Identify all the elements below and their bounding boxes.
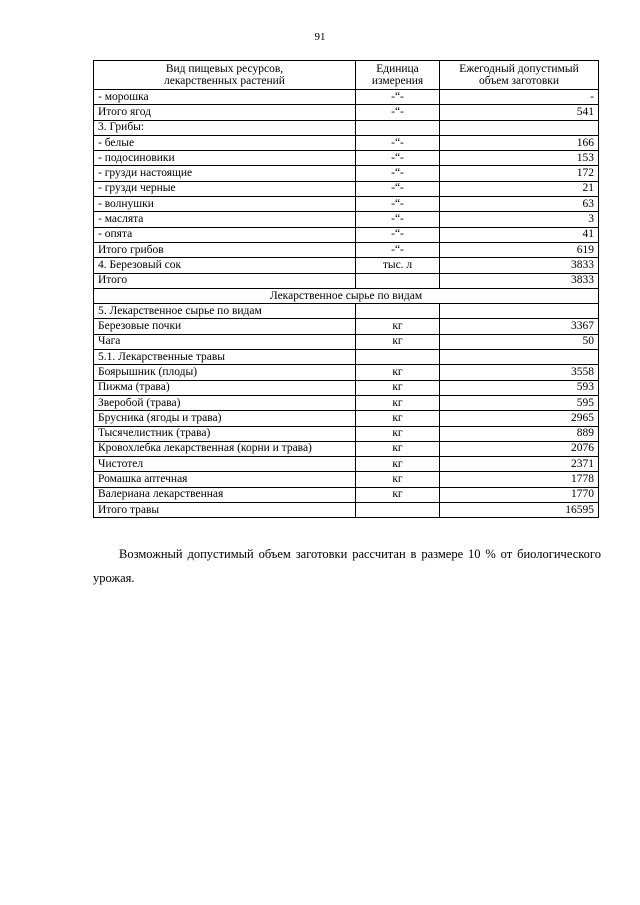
resource-name-cell: - грузди черные	[94, 181, 356, 196]
table-row	[94, 426, 599, 441]
table-row	[94, 334, 599, 349]
resource-name-cell: - грузди настоящие	[94, 166, 356, 181]
resource-name-cell: Пижма (трава)	[94, 380, 356, 395]
resource-name-cell: Итого травы	[94, 503, 356, 518]
resource-name-cell: - опята	[94, 227, 356, 242]
table-row	[94, 288, 599, 303]
header-unit-line1: Единица	[376, 63, 419, 75]
table-body	[94, 90, 599, 518]
volume-cell: 2965	[440, 411, 599, 426]
volume-cell	[440, 350, 599, 365]
unit-cell	[356, 273, 440, 288]
volume-cell: 21	[440, 181, 599, 196]
volume-cell: 2371	[440, 457, 599, 472]
resource-name-cell: Брусника (ягоды и трава)	[94, 411, 356, 426]
unit-cell: -“-	[356, 242, 440, 257]
resource-name-cell: 3. Грибы:	[94, 120, 356, 135]
table-row	[94, 503, 599, 518]
resource-name-cell: - маслята	[94, 212, 356, 227]
volume-cell: -	[440, 90, 599, 105]
resource-name-cell: Березовые почки	[94, 319, 356, 334]
table-row	[94, 457, 599, 472]
volume-cell: 889	[440, 426, 599, 441]
table-row	[94, 365, 599, 380]
table-row	[94, 135, 599, 150]
header-unit	[356, 61, 440, 90]
unit-cell: кг	[356, 426, 440, 441]
resource-name-cell: Боярышник (плоды)	[94, 365, 356, 380]
unit-cell: -“-	[356, 166, 440, 181]
volume-cell: 1770	[440, 487, 599, 502]
unit-cell: кг	[356, 380, 440, 395]
resource-name-cell: Итого ягод	[94, 105, 356, 120]
header-annual-volume-line2: объем заготовки	[479, 75, 559, 87]
resource-name-cell: Ромашка аптечная	[94, 472, 356, 487]
volume-cell: 595	[440, 395, 599, 410]
unit-cell: -“-	[356, 90, 440, 105]
volume-cell: 172	[440, 166, 599, 181]
volume-cell	[440, 304, 599, 319]
header-unit-line2: измерения	[371, 75, 424, 87]
volume-cell: 41	[440, 227, 599, 242]
table-row	[94, 350, 599, 365]
unit-cell: кг	[356, 319, 440, 334]
volume-cell: 541	[440, 105, 599, 120]
unit-cell: -“-	[356, 135, 440, 150]
table-row	[94, 166, 599, 181]
resource-name-cell: 5. Лекарственное сырье по видам	[94, 304, 356, 319]
volume-cell: 3833	[440, 273, 599, 288]
table-row	[94, 304, 599, 319]
table-row	[94, 120, 599, 135]
table-row	[94, 319, 599, 334]
table-row	[94, 242, 599, 257]
table-row	[94, 441, 599, 456]
volume-cell: 3833	[440, 258, 599, 273]
volume-cell: 63	[440, 197, 599, 212]
unit-cell: кг	[356, 365, 440, 380]
resource-name-cell: Валериана лекарственная	[94, 487, 356, 502]
resource-name-cell: - подосиновики	[94, 151, 356, 166]
header-annual-volume	[440, 61, 599, 90]
table-row	[94, 472, 599, 487]
volume-cell: 1778	[440, 472, 599, 487]
unit-cell	[356, 120, 440, 135]
table-header-row	[94, 61, 599, 90]
unit-cell: кг	[356, 334, 440, 349]
resource-name-cell: 5.1. Лекарственные травы	[94, 350, 356, 365]
table-row	[94, 227, 599, 242]
unit-cell: кг	[356, 441, 440, 456]
unit-cell: -“-	[356, 197, 440, 212]
header-annual-volume-line1: Ежегодный допустимый	[459, 63, 579, 75]
unit-cell: -“-	[356, 151, 440, 166]
table-header	[94, 61, 599, 90]
unit-cell: кг	[356, 472, 440, 487]
unit-cell: кг	[356, 411, 440, 426]
table-row	[94, 90, 599, 105]
page-number: 91	[314, 31, 326, 43]
resource-name-cell: - морошка	[94, 90, 356, 105]
resources-table	[93, 60, 599, 518]
resource-name-cell: Чага	[94, 334, 356, 349]
unit-cell: -“-	[356, 105, 440, 120]
volume-cell: 593	[440, 380, 599, 395]
unit-cell	[356, 304, 440, 319]
unit-cell: тыс. л	[356, 258, 440, 273]
unit-cell: кг	[356, 395, 440, 410]
table-row	[94, 273, 599, 288]
table-row	[94, 212, 599, 227]
resource-name-cell: Тысячелистник (трава)	[94, 426, 356, 441]
volume-cell: 166	[440, 135, 599, 150]
table-row	[94, 411, 599, 426]
resource-name-cell: Итого	[94, 273, 356, 288]
section-heading-cell: Лекарственное сырье по видам	[94, 288, 599, 303]
volume-cell	[440, 120, 599, 135]
unit-cell	[356, 350, 440, 365]
resource-name-cell: - волнушки	[94, 197, 356, 212]
resource-name-cell: Кровохлебка лекарственная (корни и трава)	[94, 441, 356, 456]
unit-cell: кг	[356, 457, 440, 472]
table-row	[94, 487, 599, 502]
resource-name-cell: - белые	[94, 135, 356, 150]
unit-cell: кг	[356, 487, 440, 502]
resource-name-cell: 4. Березовый сок	[94, 258, 356, 273]
volume-cell: 3558	[440, 365, 599, 380]
volume-cell: 153	[440, 151, 599, 166]
table-row	[94, 380, 599, 395]
table-row	[94, 151, 599, 166]
unit-cell: -“-	[356, 227, 440, 242]
volume-cell: 619	[440, 242, 599, 257]
volume-cell: 3	[440, 212, 599, 227]
header-resource-type-line2: лекарственных растений	[164, 75, 285, 87]
table-row	[94, 258, 599, 273]
unit-cell	[356, 503, 440, 518]
resource-name-cell: Чистотел	[94, 457, 356, 472]
volume-cell: 16595	[440, 503, 599, 518]
resource-name-cell: Зверобой (трава)	[94, 395, 356, 410]
volume-cell: 2076	[440, 441, 599, 456]
table-row	[94, 105, 599, 120]
header-resource-type	[94, 61, 356, 90]
unit-cell: -“-	[356, 181, 440, 196]
volume-cell: 3367	[440, 319, 599, 334]
unit-cell: -“-	[356, 212, 440, 227]
table-row	[94, 181, 599, 196]
footnote-paragraph: Возможный допустимый объем заготовки рассчитан в размере 10 % от биологического урожая.	[93, 547, 601, 585]
resource-name-cell: Итого грибов	[94, 242, 356, 257]
table-row	[94, 197, 599, 212]
volume-cell: 50	[440, 334, 599, 349]
header-resource-type-line1: Вид пищевых ресурсов,	[165, 63, 284, 75]
table-row	[94, 395, 599, 410]
